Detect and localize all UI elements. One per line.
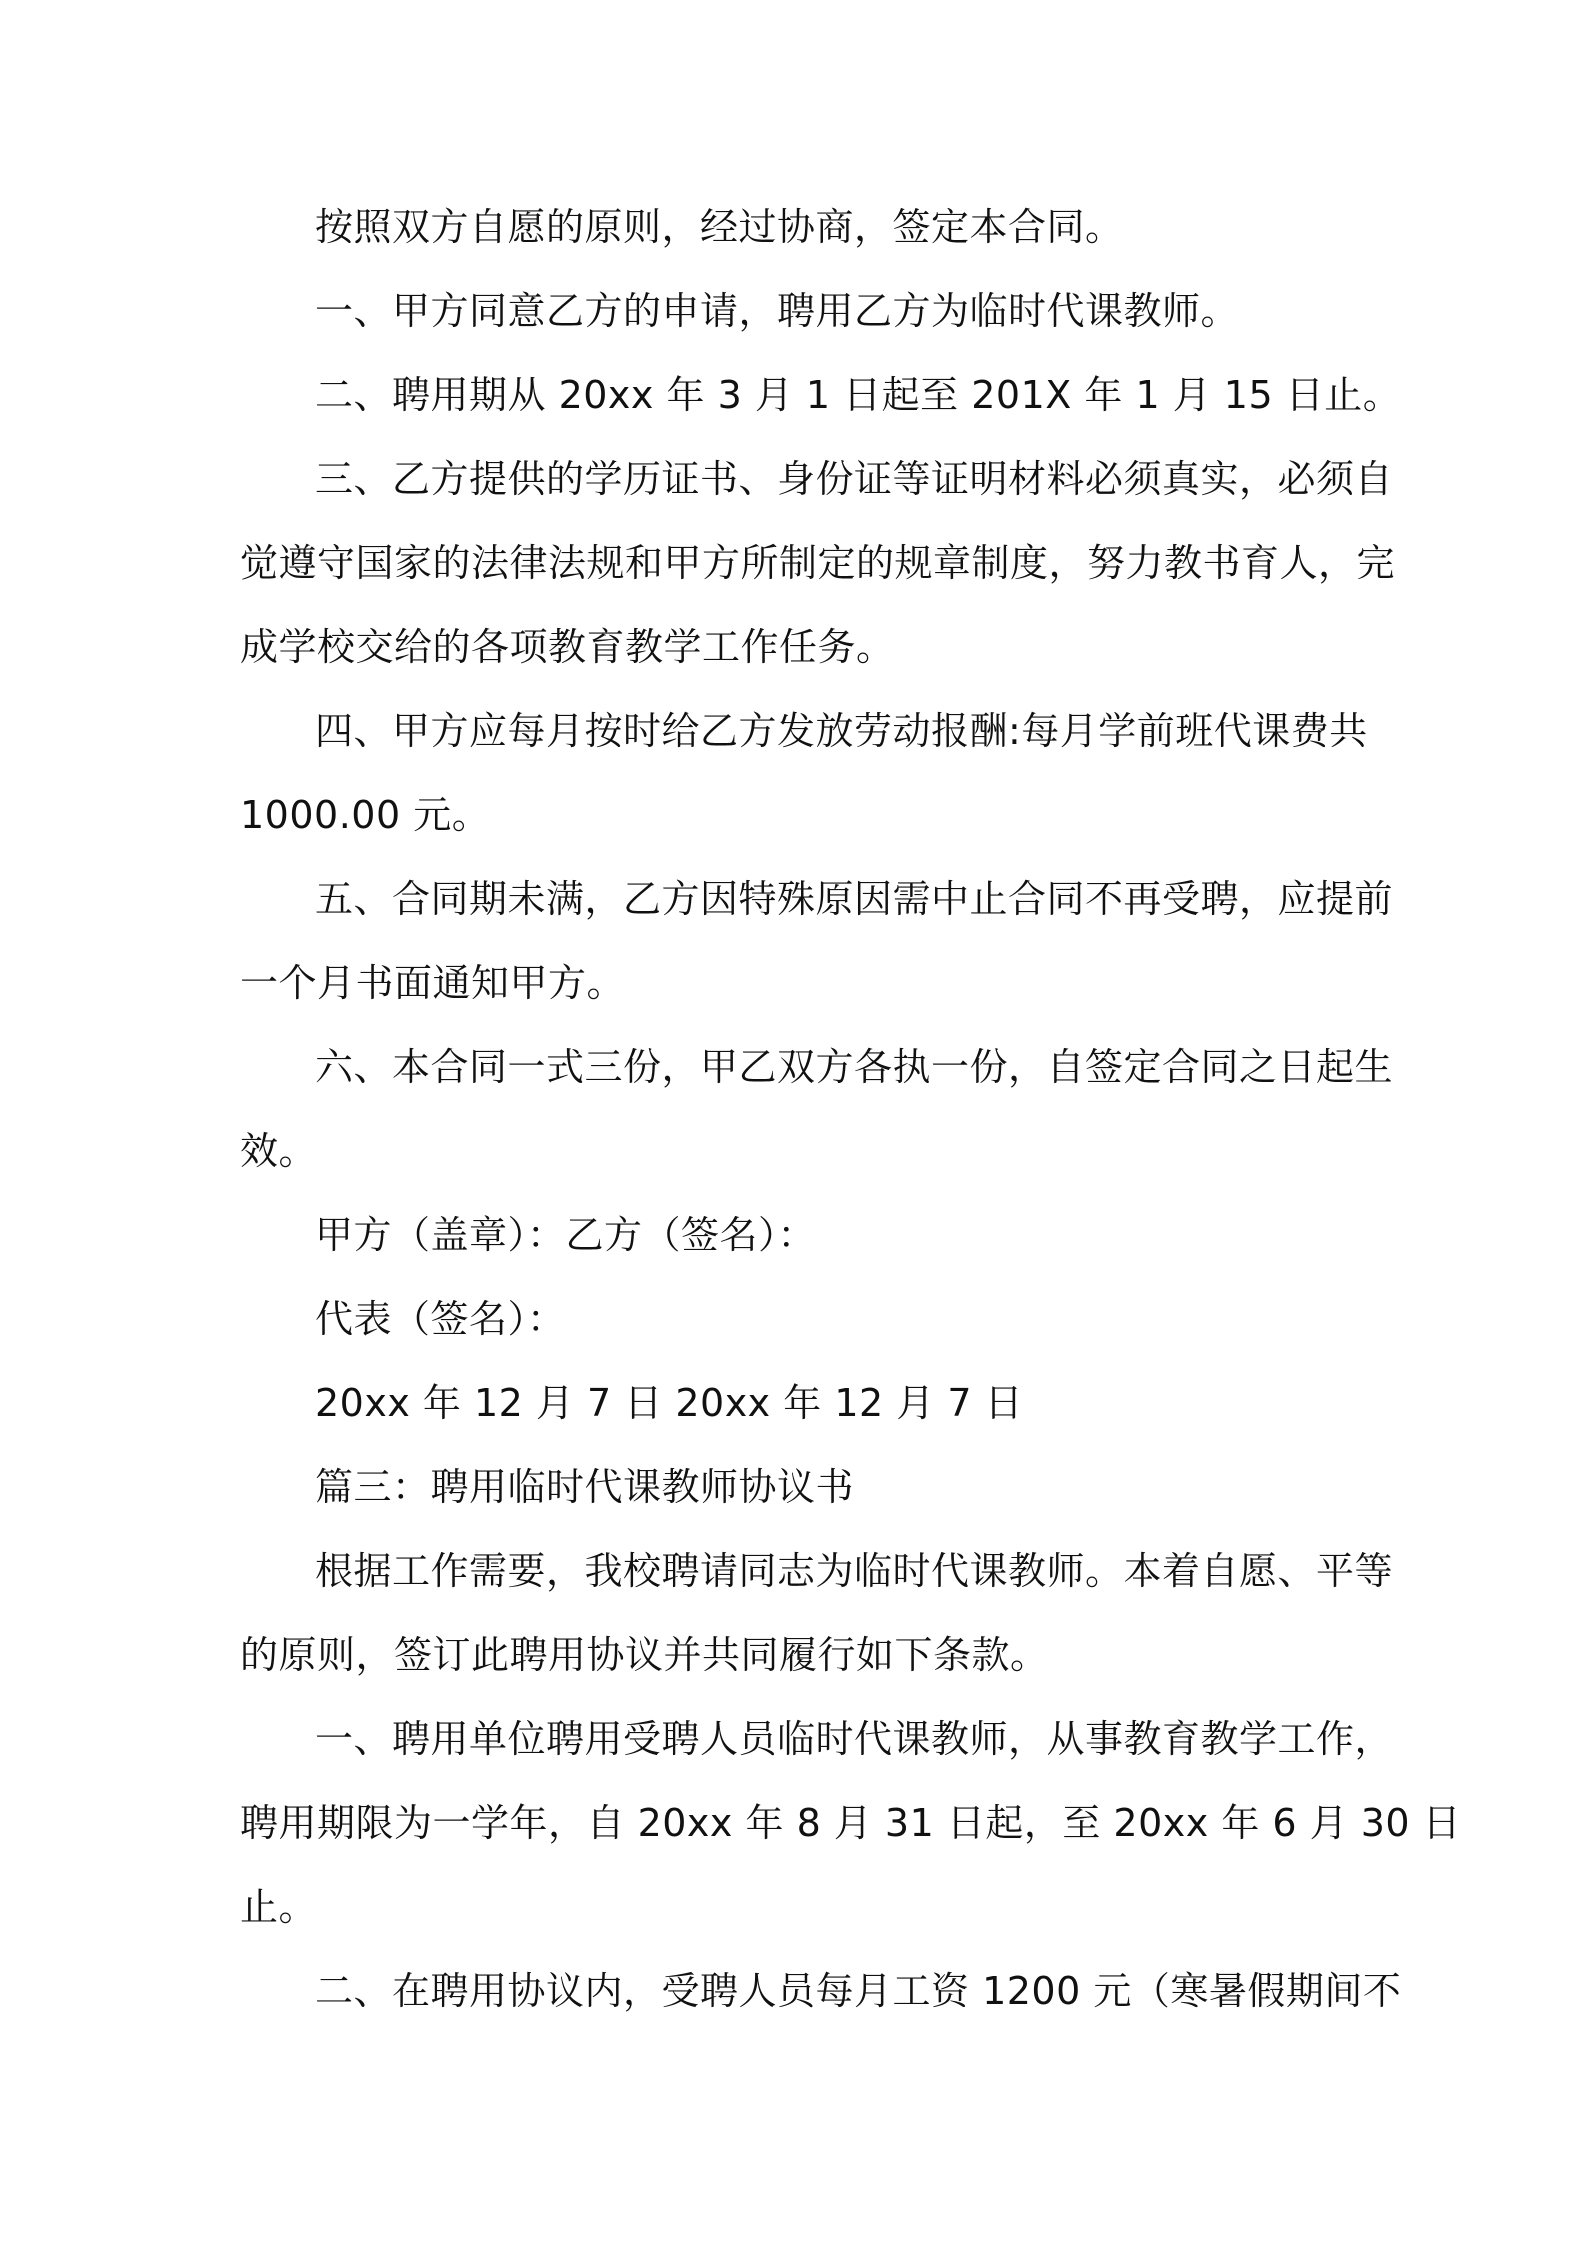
paragraph-line: 1000.00 元。 — [240, 793, 491, 837]
signature-line: 甲方（盖章）：乙方（签名）： — [315, 1213, 817, 1257]
paragraph-line: 一、甲方同意乙方的申请，聘用乙方为临时代课教师。 — [315, 289, 1240, 333]
date-line: 20xx 年 12 月 7 日 20xx 年 12 月 7 日 — [315, 1381, 1024, 1425]
paragraph-line: 四、甲方应每月按时给乙方发放劳动报酬:每月学前班代课费共 — [315, 709, 1368, 753]
paragraph-line: 一、聘用单位聘用受聘人员临时代课教师，从事教育教学工作， — [315, 1717, 1394, 1761]
paragraph-line: 一个月书面通知甲方。 — [240, 961, 626, 1005]
paragraph-line: 二、在聘用协议内，受聘人员每月工资 1200 元（寒暑假期间不 — [315, 1969, 1402, 2013]
paragraph-line: 二、聘用期从 20xx 年 3 月 1 日起至 201X 年 1 月 15 日止。 — [315, 373, 1402, 417]
paragraph-line: 按照双方自愿的原则，经过协商，签定本合同。 — [315, 205, 1124, 249]
section-title: 篇三：聘用临时代课教师协议书 — [315, 1465, 855, 1509]
paragraph-line: 三、乙方提供的学历证书、身份证等证明材料必须真实，必须自 — [315, 457, 1394, 501]
paragraph-line: 止。 — [240, 1885, 318, 1929]
representative-line: 代表（签名）： — [315, 1297, 566, 1341]
paragraph-line: 根据工作需要，我校聘请同志为临时代课教师。本着自愿、平等 — [315, 1549, 1394, 1593]
paragraph-line: 成学校交给的各项教育教学工作任务。 — [240, 625, 895, 669]
paragraph-line: 的原则，签订此聘用协议并共同履行如下条款。 — [240, 1633, 1049, 1677]
paragraph-line: 效。 — [240, 1129, 318, 1173]
paragraph-line: 觉遵守国家的法律法规和甲方所制定的规章制度，努力教书育人，完 — [240, 541, 1396, 585]
paragraph-line: 聘用期限为一学年，自 20xx 年 8 月 31 日起，至 20xx 年 6 月 30 日 — [240, 1801, 1462, 1845]
paragraph-line: 六、本合同一式三份，甲乙双方各执一份，自签定合同之日起生 — [315, 1045, 1394, 1089]
paragraph-line: 五、合同期未满，乙方因特殊原因需中止合同不再受聘，应提前 — [315, 877, 1394, 921]
